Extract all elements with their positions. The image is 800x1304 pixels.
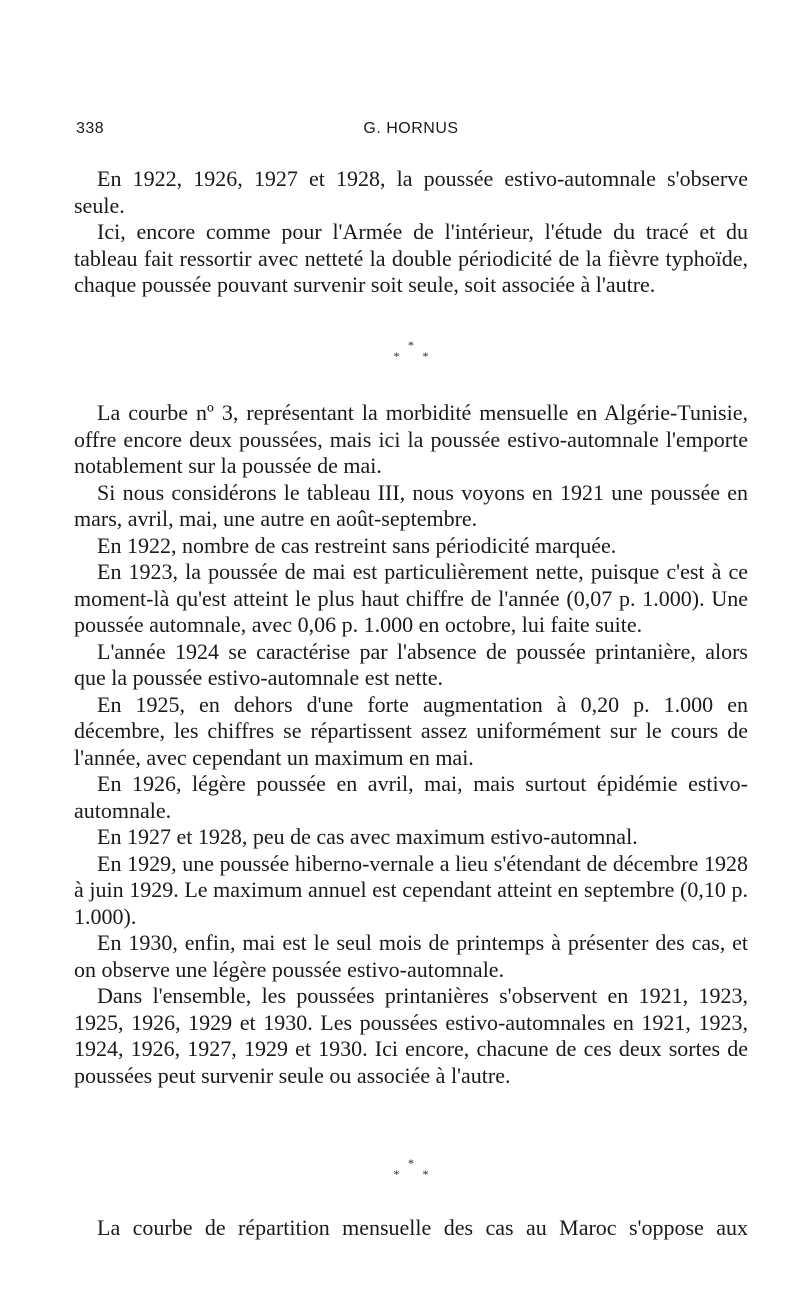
section-algerie-tunisie [74,400,748,1089]
asterism-separator [74,340,748,362]
asterism-top: * [408,338,414,352]
asterism-separator [74,1158,748,1180]
paragraph: En 1923, la poussée de mai est particulièrement nette, puisque c'est à ce moment-là qu'est atteint le plus haut chiffre de l'année (0,07 p. 1.000). Une poussée automnale, avec 0,06 p. 1.000 en octobre, lui faite suite. [74,559,748,637]
running-head [74,120,748,144]
paragraph: En 1929, une poussée hiberno-vernale a lieu s'étendant de décembre 1928 à juin 1929. Le maximum annuel est cependant atteint en septembre (0,10 p. 1.000). [74,850,748,929]
paragraph: En 1922, nombre de cas restreint sans périodicité marquée. [97,532,617,558]
section-intro [74,166,748,299]
paragraph: En 1926, légère poussée en avril, mai, mais surtout épidémie estivo-automnale. [74,771,748,823]
paragraph: L'année 1924 se caractérise par l'absence de poussée printanière, alors que la poussée estivo-automnale est nette. [74,638,748,690]
paragraph: En 1922, 1926, 1927 et 1928, la poussée estivo-automnale s'observe seule. [74,166,748,218]
asterism-top: * [408,1156,414,1170]
paragraph: En 1930, enfin, mai est le seul mois de printemps à présenter des cas, et on observe une légère poussée estivo-automnale. [74,930,748,982]
paragraph: En 1927 et 1928, peu de cas avec maximum estivo-automnal. [97,824,638,849]
paragraph: Ici, encore comme pour l'Armée de l'intérieur, l'étude du tracé et du tableau fait ressortir avec netteté la double périodicité de la fièvre typhoïde, chaque poussée pouvant survenir soit seule, soit associée à l'autre. [74,219,748,297]
paragraph: Dans l'ensemble, les poussées printanières s'observent en 1921, 1923, 1925, 1926, 1929 et 1930. Les poussées estivo-automnales en 1921, 1923, 1924, 1926, 1927, 1929 et 1930. Ici encore, chacune de ces deux sortes de poussées peut survenir seule ou associée à l'autre. [74,983,748,1088]
page-number: 338 [76,120,105,137]
paragraph: Si nous considérons le tableau III, nous voyons en 1921 une poussée en mars, avril, mai, une autre en août-septembre. [74,479,748,531]
author-header: G. HORNUS [363,120,459,137]
asterism-bottom: * * [393,1167,439,1181]
paragraph: La courbe de répartition mensuelle des cas au Maroc s'oppose aux [97,1215,748,1240]
section-maroc [74,1215,748,1242]
paragraph: En 1925, en dehors d'une forte augmentation à 0,20 p. 1.000 en décembre, les chiffres se répartissent assez uniformément sur le cours de l'année, avec cependant un maximum en mai. [74,691,748,770]
paragraph: La courbe nº 3, représentant la morbidité mensuelle en Algérie-Tunisie, offre encore deux poussées, mais ici la poussée estivo-automnale l'emporte notablement sur la poussée de mai. [74,400,748,478]
asterism-bottom: * * [393,349,439,363]
